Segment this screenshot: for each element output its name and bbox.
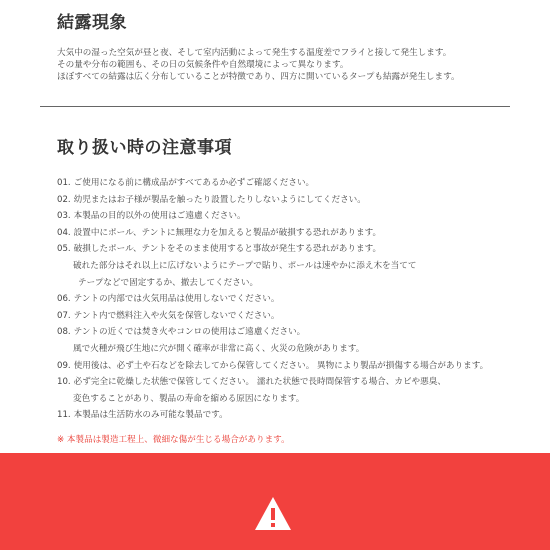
list-item-continuation: 破れた部分はそれ以上に広げないようにテープで貼り、ポールは速やかに添え木を当てて — [73, 260, 417, 271]
precautions-section — [57, 133, 537, 448]
item-text: 使用後は、必ず土や石などを除去してから保管してください。 異物により製品が損傷する場合があります。 — [73, 360, 489, 371]
list-item — [57, 308, 537, 325]
item-number: 10. — [57, 377, 71, 388]
section-divider — [40, 106, 510, 107]
list-item — [57, 225, 537, 242]
item-number: 01. — [57, 178, 71, 188]
item-text: 本製品の目的以外の使用はご遠慮ください。 — [73, 211, 246, 222]
item-text: 幼児またはお子様が製品を触ったり設置したりしないようにしてください。 — [73, 194, 366, 205]
item-number: 09. — [57, 360, 71, 371]
item-text: テントの内部では火気用品は使用しないでください。 — [73, 294, 280, 305]
condensation-section — [57, 8, 527, 83]
condensation-line-2: その量や分布の範囲も、その日の気候条件や自然環境によって異なります。 — [57, 60, 349, 70]
warning-icon — [253, 494, 293, 534]
list-item — [57, 358, 537, 375]
item-number: 11. — [57, 410, 71, 421]
list-item — [57, 192, 537, 209]
list-item — [57, 208, 537, 225]
item-number: 02. — [57, 194, 71, 205]
item-number: 03. — [57, 211, 71, 222]
list-item-continuation: 変色することがあり、製品の寿命を縮める原因になります。 — [73, 393, 305, 404]
item-number: 04. — [57, 227, 71, 238]
list-item — [57, 374, 537, 391]
item-text: テントの近くでは焚き火やコンロの使用はご遠慮ください。 — [73, 327, 306, 338]
list-item-continuation: 風で火種が飛び生地に穴が開く確率が非常に高く、火災の危険があります。 — [73, 343, 365, 354]
list-item — [57, 241, 537, 258]
item-text: 設置中にポール、テントに無理な力を加えると製品が破損する恐れがあります。 — [73, 227, 382, 238]
condensation-line-1: 大気中の湿った空気が昼と夜、そして室内活動によって発生する温度差でフライと接して発生します。 — [57, 48, 452, 58]
list-item — [57, 407, 537, 424]
precautions-title: 取り扱い時の注意事項 — [57, 138, 232, 158]
caution-note: ※ 本製品は製造工程上、微細な傷が生じる場合があります。 — [57, 434, 290, 445]
item-text: テント内で燃料注入や火気を保管しないでください。 — [73, 310, 280, 321]
item-text: 本製品は生活防水のみ可能な製品です。 — [73, 410, 228, 421]
list-item — [57, 291, 537, 308]
item-number: 08. — [57, 327, 71, 338]
item-number: 05. — [57, 244, 71, 255]
item-text: ご使用になる前に構成品がすべてあるか必ずご確認ください。 — [73, 178, 315, 188]
item-number: 07. — [57, 310, 71, 321]
item-text: 必ず完全に乾燥した状態で保管してください。 濡れた状態で長時間保管する場合、カビや悪臭、 — [73, 377, 446, 388]
list-item-continuation: テープなどで固定するか、撤去してください。 — [78, 277, 259, 288]
item-number: 06. — [57, 294, 71, 305]
condensation-title: 結露現象 — [57, 13, 127, 33]
list-item — [57, 175, 537, 192]
condensation-line-3: ほぼすべての結露は広く分布していることが特徴であり、四方に開いているタープも結露が発生します。 — [57, 72, 460, 82]
list-item — [57, 324, 537, 341]
item-text: 破損したポール、テントをそのまま使用すると事故が発生する恐れがあります。 — [73, 244, 382, 255]
precautions-list — [57, 175, 537, 424]
